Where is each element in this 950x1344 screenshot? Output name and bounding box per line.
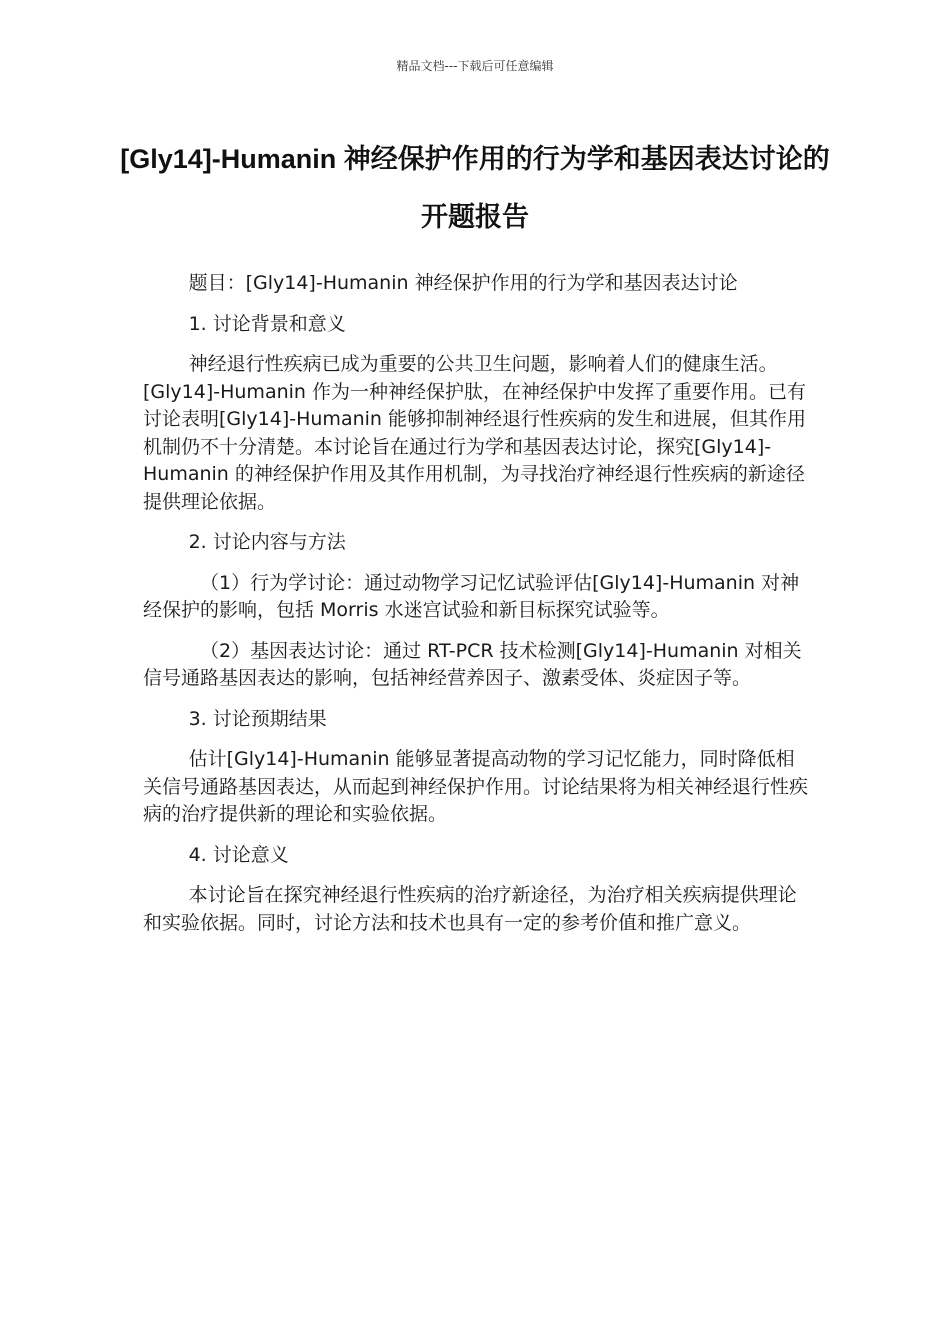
topic-line: 题目：[Gly14]-Humanin 神经保护作用的行为学和基因表达讨论	[188, 272, 738, 294]
section-heading: 4. 讨论意义	[188, 843, 289, 866]
document-body	[143, 270, 811, 937]
section-paragraph: （2）基因表达讨论：通过 RT-PCR 技术检测[Gly14]-Humanin 对相关信号通路基因表达的影响，包括神经营养因子、激素受体、炎症因子等。	[143, 639, 802, 689]
section-paragraph: 本讨论旨在探究神经退行性疾病的治疗新途径，为治疗相关疾病提供理论和实验依据。同时，讨论方法和技术也具有一定的参考价值和推广意义。	[143, 884, 797, 934]
section-paragraph: 神经退行性疾病已成为重要的公共卫生问题，影响着人们的健康生活。[Gly14]-Humanin 作为一种神经保护肽，在神经保护中发挥了重要作用。已有讨论表明[Gly14]-Humanin 能够抑制神经退行性疾病的发生和进展，但其作用机制仍不十分清楚。本讨论旨在通过行为学和基因表达讨论，探究[Gly14]-Humanin 的神经保护作用及其作用机制，为寻找治疗神经退行性疾病的新途径提供理论依据。	[143, 353, 806, 513]
section-heading: 3. 讨论预期结果	[188, 707, 327, 730]
section-heading: 2. 讨论内容与方法	[188, 531, 346, 553]
header-note: 精品文档---下载后可任意编辑	[396, 59, 554, 73]
section-paragraph: （1）行为学讨论：通过动物学习记忆试验评估[Gly14]-Humanin 对神经保护的影响，包括 Morris 水迷宫试验和新目标探究试验等。	[143, 571, 800, 621]
section-paragraph: 估计[Gly14]-Humanin 能够显著提高动物的学习记忆能力，同时降低相关信号通路基因表达，从而起到神经保护作用。讨论结果将为相关神经退行性疾病的治疗提供新的理论和实验依据。	[143, 748, 809, 825]
section-heading: 1. 讨论背景和意义	[188, 312, 346, 335]
document-title: [Gly14]-Humanin 神经保护作用的行为学和基因表达讨论的开题报告	[120, 144, 830, 232]
